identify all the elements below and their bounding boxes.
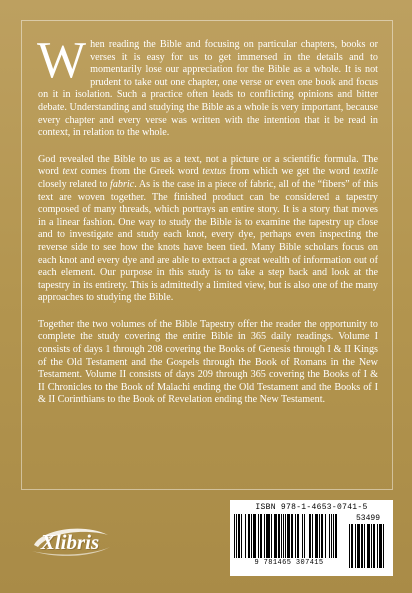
paragraph-2-part: from which we get the word — [226, 166, 354, 178]
blurb-text — [37, 32, 378, 421]
isbn-number: ISBN 978-1-4653-0741-5 — [255, 503, 368, 512]
paragraph-1 — [37, 32, 378, 140]
isbn-barcode — [230, 500, 393, 576]
paragraph-1-text: hen reading the Bible and focusing on particular chapters, books or verses it is easy for us to get immersed in the details and to momentarily lose our appreciation for the Bible as a whole. It is not prudent to take out one chapter, one verse or even one book and focus on it in isolation. Such a practice often leads to conflicting opinions and bitter debate. Understanding and studying the Bible as a whole is very important, because every chapter and every verse was written with the intention that it be read in context, in relation to the whole. — [38, 39, 378, 139]
paragraph-2-part: . As is the case in a piece of fabric, all of the “fibers” of this text are woven together. The finished product can be considered a tapestry composed of many threads, which portrays an entire story. It is a story that moves in a linear fashion. One way to study the Bible is to examine the tapestry up close and to investigate and study each knot, every dye, perhaps even inspecting the reverse side to see how the knots have been tied. Many Bible scholars focus on each knot and every dye and are able to extract a great wealth of information out of each element. Our purpose in this study is to take a step back and look at the tapestry in its entirety. This is admittedly a limited view, but is also one of the many approaches to studying the Bible. — [38, 178, 378, 304]
publisher-logo — [28, 525, 112, 559]
paragraph-2 — [38, 154, 378, 305]
emphasis-word: text — [62, 166, 78, 178]
emphasis-word: textus — [202, 166, 226, 178]
addon-price-code: 53499 — [355, 514, 380, 523]
emphasis-word: textile — [353, 166, 378, 178]
addon-barcode-icon — [349, 524, 389, 568]
paragraph-3: Together the two volumes of the Bible Tapestry offer the reader the opportunity to complete the study covering the entire Bible in 365 daily readings. Volume I consists of days 1 through 208 covering the Books of Genesis through I & II Kings of the Old Testament and the Gospels through the Book of Romans in the New Testament. Volume II consists of days 209 through 365 covering the Books of I & II Chronicles to the Book of Malachi ending the Old Testament and the Books of I & II Corinthians to the Book of Revelation ending the New Testament. — [38, 318, 378, 406]
emphasis-word: fabric — [110, 178, 135, 190]
publisher-name: Xlibris — [40, 530, 100, 554]
paragraph-2-part: God revealed the Bible to us as a text, not a picture or a scientific formula. The word — [38, 153, 378, 178]
paragraph-2-part: comes from the Greek word — [77, 166, 203, 178]
drop-cap: W — [37, 32, 87, 89]
paragraph-2-part: closely related to — [38, 178, 111, 190]
barcode-digits: 9 781465 307415 — [234, 558, 344, 568]
barcode-bars-row — [234, 514, 389, 568]
